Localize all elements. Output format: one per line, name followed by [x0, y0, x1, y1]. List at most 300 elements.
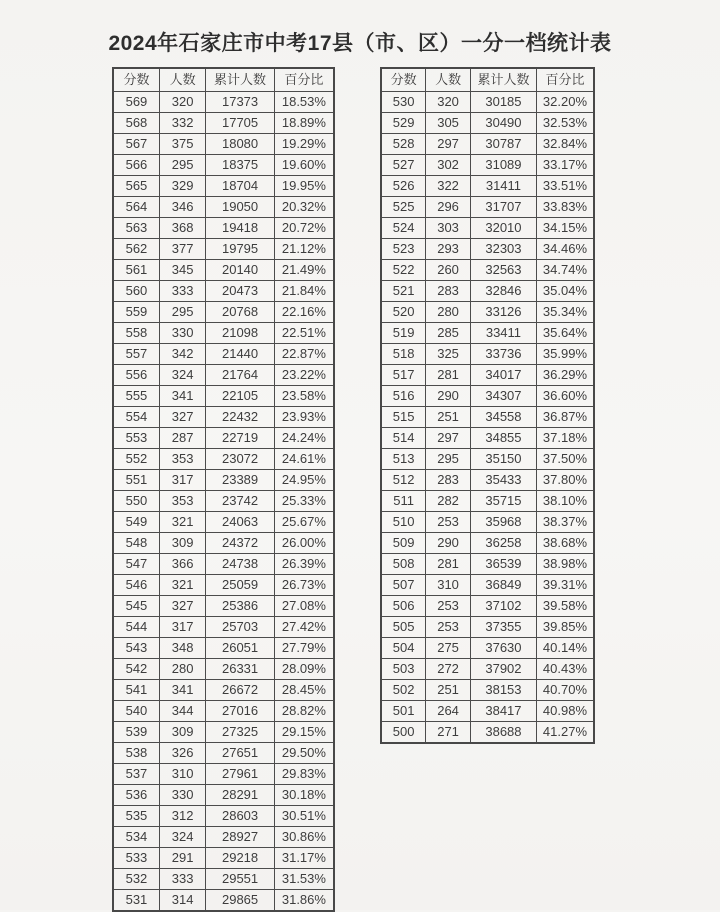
table-cell: 33.83% — [536, 197, 594, 218]
table-cell: 513 — [381, 449, 426, 470]
table-cell: 41.27% — [536, 722, 594, 744]
table-cell: 21098 — [206, 323, 275, 344]
table-cell: 510 — [381, 512, 426, 533]
table-cell: 558 — [113, 323, 159, 344]
table-row — [113, 365, 334, 386]
table-cell: 32563 — [470, 260, 536, 281]
table-cell: 516 — [381, 386, 426, 407]
table-row — [381, 533, 594, 554]
table-cell: 35150 — [470, 449, 536, 470]
table-cell: 506 — [381, 596, 426, 617]
table-cell: 332 — [159, 113, 205, 134]
table-cell: 37.80% — [536, 470, 594, 491]
table-cell: 525 — [381, 197, 426, 218]
table-cell: 18704 — [206, 176, 275, 197]
table-cell: 537 — [113, 764, 159, 785]
table-row — [381, 470, 594, 491]
table-row — [113, 785, 334, 806]
table-cell: 28291 — [206, 785, 275, 806]
table-cell: 251 — [426, 680, 471, 701]
table-cell: 21.49% — [274, 260, 334, 281]
table-cell: 535 — [113, 806, 159, 827]
table-cell: 554 — [113, 407, 159, 428]
table-cell: 557 — [113, 344, 159, 365]
table-cell: 37102 — [470, 596, 536, 617]
table-header-right — [381, 68, 594, 92]
table-cell: 23.93% — [274, 407, 334, 428]
table-cell: 342 — [159, 344, 205, 365]
table-row — [113, 323, 334, 344]
table-cell: 31.17% — [274, 848, 334, 869]
column-header: 分数 — [381, 68, 426, 92]
table-cell: 290 — [426, 386, 471, 407]
table-cell: 253 — [426, 512, 471, 533]
table-cell: 500 — [381, 722, 426, 744]
table-cell: 514 — [381, 428, 426, 449]
table-cell: 27325 — [206, 722, 275, 743]
table-row — [113, 134, 334, 155]
table-row — [381, 92, 594, 113]
table-cell: 25703 — [206, 617, 275, 638]
table-cell: 40.70% — [536, 680, 594, 701]
table-cell: 33411 — [470, 323, 536, 344]
table-cell: 39.85% — [536, 617, 594, 638]
table-cell: 35.04% — [536, 281, 594, 302]
table-cell: 27.08% — [274, 596, 334, 617]
score-table-left — [112, 67, 335, 912]
table-row — [381, 281, 594, 302]
table-body-right — [381, 92, 594, 744]
table-cell: 38688 — [470, 722, 536, 744]
table-header-left — [113, 68, 334, 92]
table-cell: 275 — [426, 638, 471, 659]
table-cell: 320 — [159, 92, 205, 113]
table-cell: 544 — [113, 617, 159, 638]
table-row — [113, 470, 334, 491]
table-row — [381, 344, 594, 365]
table-cell: 25059 — [206, 575, 275, 596]
table-cell: 19050 — [206, 197, 275, 218]
table-cell: 17373 — [206, 92, 275, 113]
table-cell: 30.51% — [274, 806, 334, 827]
table-cell: 36.29% — [536, 365, 594, 386]
table-cell: 18.53% — [274, 92, 334, 113]
table-cell: 314 — [159, 890, 205, 912]
table-cell: 30490 — [470, 113, 536, 134]
table-cell: 35968 — [470, 512, 536, 533]
table-row — [381, 617, 594, 638]
table-cell: 20.32% — [274, 197, 334, 218]
table-row — [381, 386, 594, 407]
table-cell: 37355 — [470, 617, 536, 638]
table-cell: 37.50% — [536, 449, 594, 470]
table-cell: 302 — [426, 155, 471, 176]
table-cell: 540 — [113, 701, 159, 722]
table-cell: 253 — [426, 596, 471, 617]
table-cell: 322 — [426, 176, 471, 197]
table-row — [113, 344, 334, 365]
table-cell: 309 — [159, 533, 205, 554]
header-row — [381, 68, 594, 92]
table-row — [113, 701, 334, 722]
table-row — [113, 680, 334, 701]
table-cell: 317 — [159, 617, 205, 638]
table-cell: 330 — [159, 785, 205, 806]
table-cell: 34558 — [470, 407, 536, 428]
table-cell: 26.39% — [274, 554, 334, 575]
table-row — [113, 617, 334, 638]
table-row — [113, 722, 334, 743]
table-cell: 18.89% — [274, 113, 334, 134]
table-row — [381, 218, 594, 239]
table-cell: 27016 — [206, 701, 275, 722]
table-cell: 348 — [159, 638, 205, 659]
table-row — [113, 113, 334, 134]
table-cell: 31089 — [470, 155, 536, 176]
table-row — [381, 365, 594, 386]
table-cell: 317 — [159, 470, 205, 491]
column-header: 人数 — [426, 68, 471, 92]
table-cell: 329 — [159, 176, 205, 197]
table-cell: 522 — [381, 260, 426, 281]
table-cell: 33126 — [470, 302, 536, 323]
table-cell: 29.83% — [274, 764, 334, 785]
table-cell: 37902 — [470, 659, 536, 680]
table-cell: 40.98% — [536, 701, 594, 722]
table-row — [113, 407, 334, 428]
table-row — [113, 302, 334, 323]
table-row — [381, 323, 594, 344]
table-cell: 24.61% — [274, 449, 334, 470]
table-cell: 560 — [113, 281, 159, 302]
table-cell: 260 — [426, 260, 471, 281]
table-cell: 290 — [426, 533, 471, 554]
table-cell: 517 — [381, 365, 426, 386]
table-row — [113, 155, 334, 176]
table-cell: 297 — [426, 134, 471, 155]
table-cell: 511 — [381, 491, 426, 512]
table-cell: 31411 — [470, 176, 536, 197]
table-cell: 27.42% — [274, 617, 334, 638]
table-cell: 346 — [159, 197, 205, 218]
table-row — [381, 638, 594, 659]
header-row — [113, 68, 334, 92]
table-row — [113, 260, 334, 281]
table-cell: 524 — [381, 218, 426, 239]
table-cell: 33.17% — [536, 155, 594, 176]
table-cell: 25.67% — [274, 512, 334, 533]
table-cell: 341 — [159, 386, 205, 407]
table-cell: 321 — [159, 575, 205, 596]
table-cell: 28.82% — [274, 701, 334, 722]
table-cell: 21764 — [206, 365, 275, 386]
table-cell: 35433 — [470, 470, 536, 491]
table-row — [381, 260, 594, 281]
table-cell: 521 — [381, 281, 426, 302]
table-cell: 24.95% — [274, 470, 334, 491]
table-row — [113, 176, 334, 197]
table-cell: 18375 — [206, 155, 275, 176]
table-cell: 375 — [159, 134, 205, 155]
table-row — [113, 281, 334, 302]
table-cell: 32.20% — [536, 92, 594, 113]
table-cell: 295 — [159, 155, 205, 176]
table-row — [113, 386, 334, 407]
table-cell: 264 — [426, 701, 471, 722]
table-cell: 39.31% — [536, 575, 594, 596]
table-cell: 28927 — [206, 827, 275, 848]
table-cell: 320 — [426, 92, 471, 113]
table-row — [113, 218, 334, 239]
table-cell: 20473 — [206, 281, 275, 302]
table-cell: 253 — [426, 617, 471, 638]
table-row — [113, 554, 334, 575]
table-row — [381, 449, 594, 470]
table-cell: 310 — [159, 764, 205, 785]
page-title: 2024年石家庄市中考17县（市、区）一分一档统计表 — [108, 32, 612, 55]
table-row — [381, 113, 594, 134]
table-cell: 327 — [159, 596, 205, 617]
table-cell: 37.18% — [536, 428, 594, 449]
table-cell: 32303 — [470, 239, 536, 260]
column-header: 分数 — [113, 68, 159, 92]
table-row — [381, 428, 594, 449]
table-cell: 333 — [159, 281, 205, 302]
table-cell: 21.84% — [274, 281, 334, 302]
table-cell: 19.29% — [274, 134, 334, 155]
table-cell: 551 — [113, 470, 159, 491]
table-cell: 561 — [113, 260, 159, 281]
table-cell: 297 — [426, 428, 471, 449]
table-cell: 35.64% — [536, 323, 594, 344]
table-cell: 38.37% — [536, 512, 594, 533]
table-cell: 282 — [426, 491, 471, 512]
table-row — [113, 638, 334, 659]
table-cell: 303 — [426, 218, 471, 239]
table-cell: 530 — [381, 92, 426, 113]
table-body-left — [113, 92, 334, 912]
table-cell: 26672 — [206, 680, 275, 701]
table-cell: 508 — [381, 554, 426, 575]
table-cell: 29865 — [206, 890, 275, 912]
table-cell: 293 — [426, 239, 471, 260]
table-row — [381, 239, 594, 260]
table-row — [113, 428, 334, 449]
table-cell: 324 — [159, 365, 205, 386]
table-cell: 552 — [113, 449, 159, 470]
table-cell: 305 — [426, 113, 471, 134]
table-row — [381, 491, 594, 512]
table-cell: 536 — [113, 785, 159, 806]
table-cell: 19.95% — [274, 176, 334, 197]
table-cell: 28.09% — [274, 659, 334, 680]
table-cell: 23072 — [206, 449, 275, 470]
table-row — [381, 197, 594, 218]
table-cell: 21.12% — [274, 239, 334, 260]
table-cell: 309 — [159, 722, 205, 743]
table-cell: 553 — [113, 428, 159, 449]
table-cell: 27961 — [206, 764, 275, 785]
table-cell: 539 — [113, 722, 159, 743]
table-row — [113, 848, 334, 869]
table-cell: 251 — [426, 407, 471, 428]
table-cell: 27.79% — [274, 638, 334, 659]
table-cell: 512 — [381, 470, 426, 491]
table-cell: 31707 — [470, 197, 536, 218]
table-cell: 30185 — [470, 92, 536, 113]
table-cell: 27651 — [206, 743, 275, 764]
table-cell: 39.58% — [536, 596, 594, 617]
table-cell: 283 — [426, 281, 471, 302]
column-header: 百分比 — [274, 68, 334, 92]
table-cell: 341 — [159, 680, 205, 701]
table-cell: 20140 — [206, 260, 275, 281]
table-cell: 36.60% — [536, 386, 594, 407]
table-cell: 23.58% — [274, 386, 334, 407]
table-cell: 531 — [113, 890, 159, 912]
table-row — [381, 554, 594, 575]
table-row — [381, 407, 594, 428]
table-cell: 368 — [159, 218, 205, 239]
table-cell: 507 — [381, 575, 426, 596]
table-cell: 35.34% — [536, 302, 594, 323]
table-cell: 555 — [113, 386, 159, 407]
table-cell: 287 — [159, 428, 205, 449]
table-cell: 20768 — [206, 302, 275, 323]
table-cell: 566 — [113, 155, 159, 176]
table-cell: 26331 — [206, 659, 275, 680]
table-cell: 569 — [113, 92, 159, 113]
table-cell: 534 — [113, 827, 159, 848]
table-cell: 526 — [381, 176, 426, 197]
table-row — [113, 197, 334, 218]
table-cell: 345 — [159, 260, 205, 281]
table-cell: 26.00% — [274, 533, 334, 554]
table-cell: 542 — [113, 659, 159, 680]
table-cell: 29.50% — [274, 743, 334, 764]
table-cell: 548 — [113, 533, 159, 554]
table-cell: 330 — [159, 323, 205, 344]
table-cell: 31.86% — [274, 890, 334, 912]
table-cell: 519 — [381, 323, 426, 344]
table-cell: 501 — [381, 701, 426, 722]
table-cell: 29.15% — [274, 722, 334, 743]
table-cell: 564 — [113, 197, 159, 218]
table-cell: 281 — [426, 365, 471, 386]
table-cell: 321 — [159, 512, 205, 533]
table-row — [113, 596, 334, 617]
table-row — [113, 764, 334, 785]
table-cell: 38.68% — [536, 533, 594, 554]
table-cell: 281 — [426, 554, 471, 575]
table-cell: 21440 — [206, 344, 275, 365]
table-cell: 23.22% — [274, 365, 334, 386]
table-cell: 295 — [426, 449, 471, 470]
table-cell: 24.24% — [274, 428, 334, 449]
table-cell: 29218 — [206, 848, 275, 869]
table-cell: 33736 — [470, 344, 536, 365]
table-row — [381, 659, 594, 680]
score-table-right — [380, 67, 595, 744]
table-cell: 567 — [113, 134, 159, 155]
table-cell: 291 — [159, 848, 205, 869]
table-row — [381, 701, 594, 722]
table-cell: 36849 — [470, 575, 536, 596]
table-cell: 23742 — [206, 491, 275, 512]
table-row — [113, 890, 334, 912]
column-header: 百分比 — [536, 68, 594, 92]
table-cell: 523 — [381, 239, 426, 260]
table-cell: 33.51% — [536, 176, 594, 197]
table-cell: 529 — [381, 113, 426, 134]
table-cell: 562 — [113, 239, 159, 260]
table-cell: 18080 — [206, 134, 275, 155]
table-cell: 24738 — [206, 554, 275, 575]
table-cell: 36.87% — [536, 407, 594, 428]
table-cell: 549 — [113, 512, 159, 533]
table-cell: 515 — [381, 407, 426, 428]
column-header: 人数 — [159, 68, 205, 92]
table-cell: 22.51% — [274, 323, 334, 344]
table-cell: 29551 — [206, 869, 275, 890]
table-cell: 366 — [159, 554, 205, 575]
table-cell: 326 — [159, 743, 205, 764]
table-cell: 34017 — [470, 365, 536, 386]
column-header: 累计人数 — [470, 68, 536, 92]
table-cell: 31.53% — [274, 869, 334, 890]
table-row — [113, 491, 334, 512]
table-cell: 34.46% — [536, 239, 594, 260]
table-cell: 518 — [381, 344, 426, 365]
table-row — [113, 92, 334, 113]
table-cell: 520 — [381, 302, 426, 323]
table-cell: 38417 — [470, 701, 536, 722]
table-cell: 22105 — [206, 386, 275, 407]
table-cell: 327 — [159, 407, 205, 428]
table-row — [381, 575, 594, 596]
table-cell: 34.74% — [536, 260, 594, 281]
table-cell: 285 — [426, 323, 471, 344]
table-cell: 22719 — [206, 428, 275, 449]
table-cell: 543 — [113, 638, 159, 659]
table-cell: 541 — [113, 680, 159, 701]
table-cell: 17705 — [206, 113, 275, 134]
table-cell: 24063 — [206, 512, 275, 533]
table-cell: 344 — [159, 701, 205, 722]
table-cell: 28.45% — [274, 680, 334, 701]
table-cell: 34855 — [470, 428, 536, 449]
table-cell: 34.15% — [536, 218, 594, 239]
table-cell: 22.16% — [274, 302, 334, 323]
table-cell: 28603 — [206, 806, 275, 827]
table-cell: 377 — [159, 239, 205, 260]
table-cell: 19418 — [206, 218, 275, 239]
table-row — [381, 512, 594, 533]
table-cell: 563 — [113, 218, 159, 239]
table-cell: 32.84% — [536, 134, 594, 155]
table-row — [113, 659, 334, 680]
table-cell: 35715 — [470, 491, 536, 512]
table-cell: 565 — [113, 176, 159, 197]
table-cell: 36539 — [470, 554, 536, 575]
table-cell: 505 — [381, 617, 426, 638]
table-cell: 353 — [159, 449, 205, 470]
table-cell: 22.87% — [274, 344, 334, 365]
table-cell: 325 — [426, 344, 471, 365]
table-cell: 38153 — [470, 680, 536, 701]
table-cell: 295 — [159, 302, 205, 323]
table-cell: 40.43% — [536, 659, 594, 680]
